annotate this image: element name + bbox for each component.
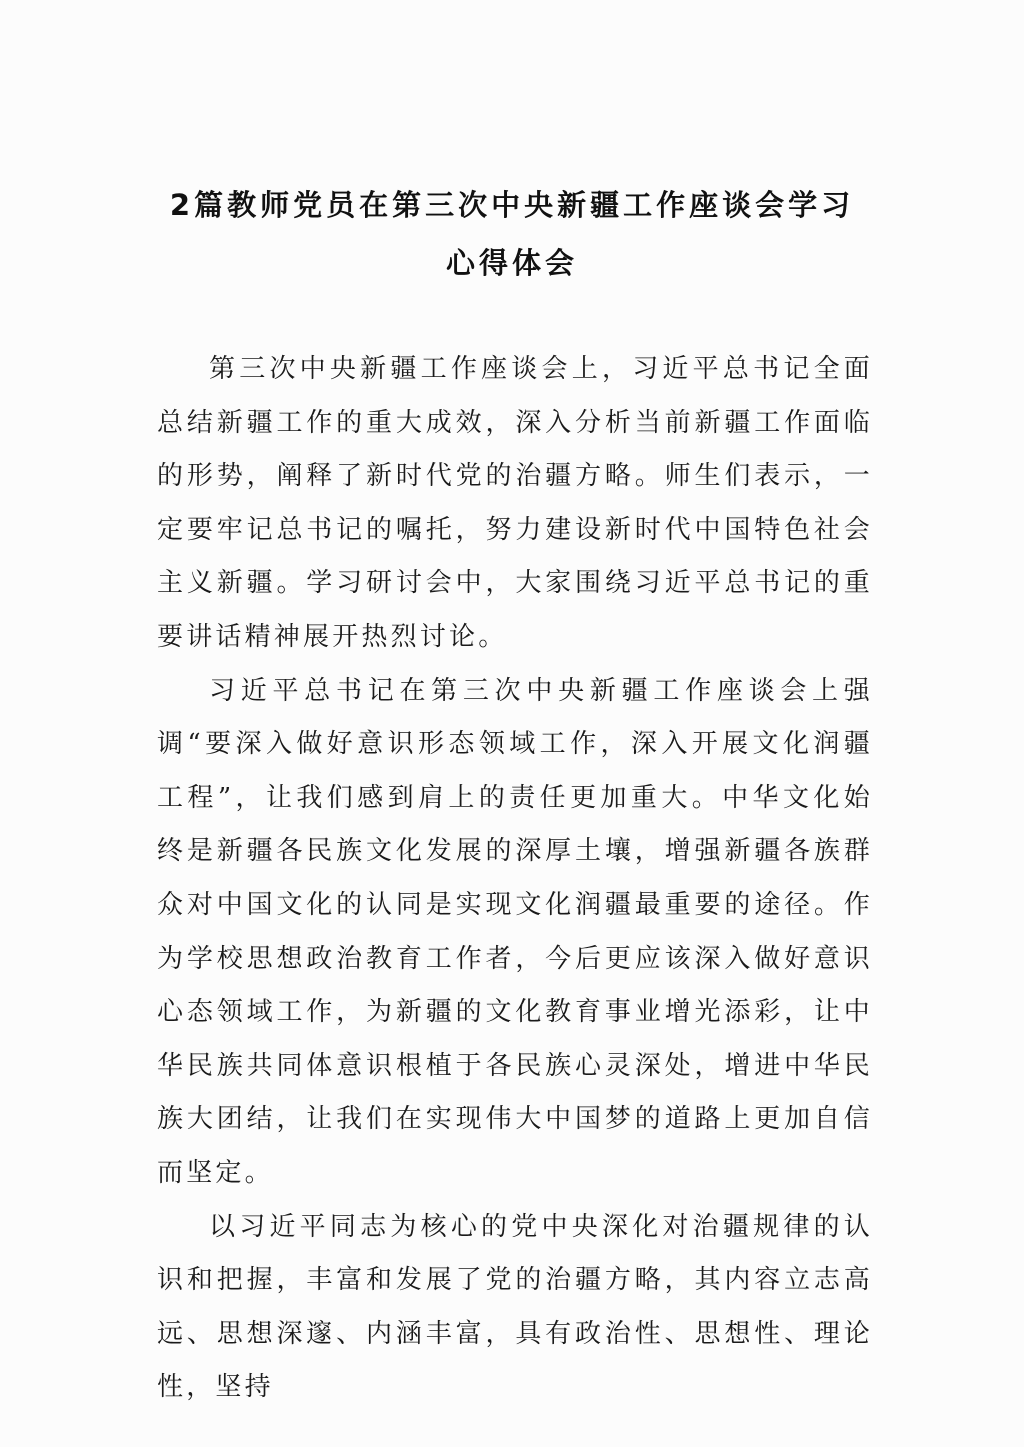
document-title-line-1: 2篇教师党员在第三次中央新疆工作座谈会学习	[169, 188, 855, 222]
paragraph-3: 以习近平同志为核心的党中央深化对治疆规律的认识和把握，丰富和发展了党的治疆方略，其内容立志高远、思想深邃、内涵丰富，具有政治性、思想性、理论性，坚持	[157, 1211, 873, 1403]
paragraph-1: 第三次中央新疆工作座谈会上，习近平总书记全面总结新疆工作的重大成效，深入分析当前新疆工作面临的形势，阐释了新时代党的治疆方略。师生们表示，一定要牢记总书记的嘱托，努力建设新时代中国特色社会主义新疆。学习研讨会中，大家围绕习近平总书记的重要讲话精神展开热烈讨论。	[157, 354, 873, 652]
document-title-line-2: 心得体会	[445, 246, 578, 280]
paragraph-2: 习近平总书记在第三次中央新疆工作座谈会上强调“要深入做好意识形态领域工作，深入开展文化润疆工程”，让我们感到肩上的责任更加重大。中华文化始终是新疆各民族文化发展的深厚土壤，增强新疆各族群众对中国文化的认同是实现文化润疆最重要的途径。作为学校思想政治教育工作者，今后更应该深入做好意识心态领域工作，为新疆的文化教育事业增光添彩，让中华民族共同体意识根植于各民族心灵深处，增进中华民族大团结，让我们在实现伟大中国梦的道路上更加自信而坚定。	[157, 675, 873, 1188]
document-body	[157, 343, 873, 1415]
